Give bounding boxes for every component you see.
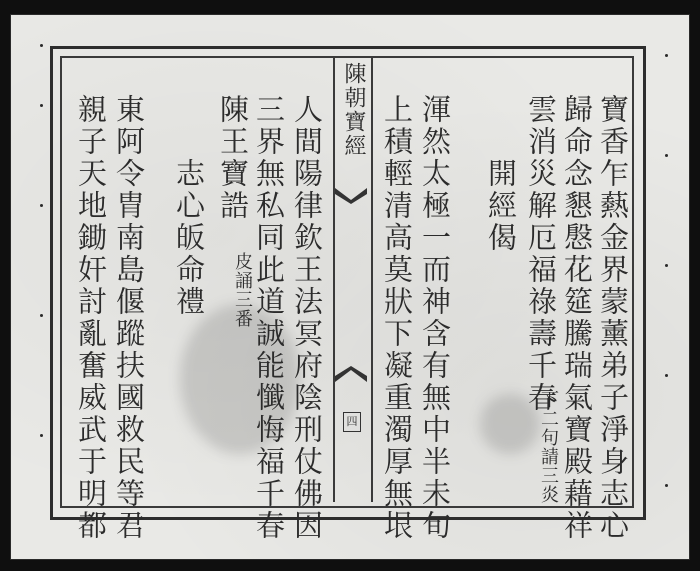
binding-hole: [665, 54, 668, 57]
text-column: 上積輕清高莫狀下凝重濁厚無垠: [380, 94, 414, 542]
text-column: 雲消災解厄福祿壽千春: [524, 94, 558, 414]
text-column: 歸命念懇慇花筵騰瑞氣寶殿藉祥: [560, 94, 594, 542]
text-column: 三界無私同此道誠能懺悔福千春: [252, 94, 286, 542]
text-annotation: 皮誦三番: [232, 252, 253, 328]
binding-hole: [665, 374, 668, 377]
section-heading: 陳王寶誥: [216, 94, 250, 222]
banner-title: 陳朝寶經: [341, 62, 366, 158]
text-column: 人間陽律欽王法冥府陰刑仗佛因: [290, 94, 324, 542]
text-column: 東阿令胄南島偃蹤扶國救民等君: [112, 94, 146, 542]
binding-hole: [40, 434, 43, 437]
binding-hole: [665, 264, 668, 267]
section-heading: 開經偈: [484, 158, 518, 254]
binding-hole: [40, 204, 43, 207]
invocation-line: 志心皈命禮: [172, 158, 206, 318]
text-annotation: 下二句請三炎: [538, 390, 559, 504]
binding-hole: [40, 104, 43, 107]
binding-hole: [665, 154, 668, 157]
page-number: 四: [343, 412, 361, 432]
text-column: 親子天地鋤奸討亂奮威武于明都: [74, 94, 108, 542]
binding-hole: [40, 314, 43, 317]
binding-hole: [40, 44, 43, 47]
text-column: 渾然太極一而神含有無中半未旬: [418, 94, 452, 542]
upper-fishtail-mark: [335, 186, 367, 204]
lower-fishtail-mark: [335, 366, 367, 384]
binding-hole: [665, 484, 668, 487]
text-column: 寶香乍爇金界蒙薰弟子淨身志心: [596, 94, 630, 542]
